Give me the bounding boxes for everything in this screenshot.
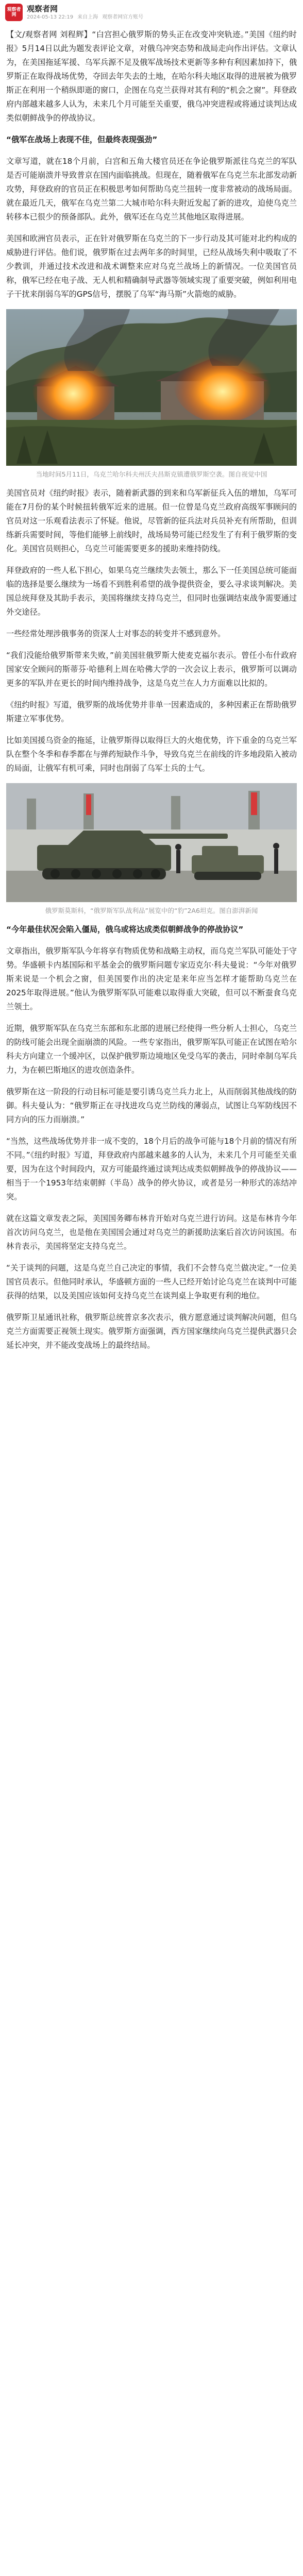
paragraph: 就在这篇文章发表之际，美国国务卿布林肯开始对乌克兰进行访问。这是布林肯今年首次访问乌克兰，也是他在美国国会通过对乌克兰的新援助法案后首次访问该国。布林肯表示，美国将坚定支持乌克兰。 bbox=[6, 1214, 297, 1251]
source-logo-text: 观察者网 bbox=[7, 7, 21, 18]
paragraph: “关于谈判的问题，这是乌克兰自己决定的事情，我们不会替乌克兰做决定。”一位美国官员表示。但他同时承认，华盛顿方面的一些人已经开始讨论乌克兰在谈判中可能获得的结果，以及美国应该如何支持乌克兰在谈判桌上争取更有利的地位。 bbox=[6, 1263, 297, 1300]
paragraph: 【文/观察者网 刘程辉】“白宫担心俄罗斯的势头正在改变冲突轨迹。”美国《纽约时报》5月14日以此为题发表评论文章，对俄乌冲突态势和战局走向作出评估。文章认为，在美国拖延军援、乌军兵源不足及俄军战场技术更新等多种有利因素加持下，俄罗斯正在取得战场优势，夺回去年失去的土地，在哈尔科夫地区取得的进展被为俄罗斯正在利用一个稍纵即逝的窗口，企图在乌克兰获得对其有利的“机会之窗”。拜登政府内部越来越多人认为，未来几个月可能至关重要，俄乌冲突进程或将通过谈判达成类似朝鲜战争的停战协议。 bbox=[6, 30, 297, 123]
paragraph: 美国和欧洲官员表示，正在针对俄罗斯在乌克兰的下一步行动及其可能对北约构成的威胁进行评估。他们说，俄罗斯在过去两年多的时间里，已经从战场失利中吸取了不少教训，并通过技术改进和战术调整来应对乌克兰战场上的新情况。一位美国官员称，俄军已经在电子战、无人机和精确制导武器等领域实现了重要突破，例如利用电子干扰来削弱乌军的GPS信号，摆脱了乌军“海马斯”火箭炮的威胁。 bbox=[6, 234, 297, 299]
paragraph: 美国官员对《纽约时报》表示，随着新武器的到来和乌军新征兵入伍的增加，乌军可能在7月份的某个时候扭转俄军近来的进展。但一位曾是乌克兰政府高级军事顾问的官员对这一乐观看法表示了怀疑。他说，尽管新的征兵法对兵员补充有所帮助，但训练新兵需要时间，等他们能够上前线时，战场局势可能已经发生了有利于俄罗斯的变化。美国官员则担心，乌克兰可能需要更多的援助来维持防线。 bbox=[6, 488, 297, 553]
publish-date: 2024-05-13 22:19 bbox=[27, 14, 74, 20]
meta-line bbox=[27, 14, 143, 21]
source-meta bbox=[27, 4, 143, 21]
fire-scene-image bbox=[6, 309, 297, 466]
article-header bbox=[0, 0, 303, 25]
paragraph: 近期，俄罗斯军队在乌克兰东部和东北部的进展已经使得一些分析人士担心，乌克兰的防线可能会出现全面崩溃的风险。一些专家指出，俄罗斯军队可能正在试图在哈尔科夫方向建立一个缓冲区，以保护俄罗斯边境地区免受乌军的袭击，同时牵制乌军兵力，为在顿巴斯地区的进攻创造条件。 bbox=[6, 1024, 297, 1075]
paragraph: 《纽约时报》写道，俄罗斯的战场优势并非单一因素造成的，多种因素正在帮助俄罗斯建立军事优势。 bbox=[6, 700, 297, 723]
paragraph: 文章指出，俄罗斯军队今年将享有物质优势和战略主动权，而乌克兰军队可能处于守势。华盛顿卡内基国际和平基金会的俄罗斯问题专家迈克尔·科夫曼说：“今年对俄罗斯来说是一个机会之窗，但美国要作出的决定是来年应当怎样才能帮助乌克兰在2025年取得进展。”他认为俄罗斯军队可能难以取得重大突破，但可以不断蚕食乌克兰领土。 bbox=[6, 946, 297, 1011]
publish-location: 来自上海 bbox=[77, 14, 98, 20]
paragraph: 俄罗斯卫星通讯社称，俄罗斯总统普京多次表示，俄方愿意通过谈判解决问题，但乌克兰方面需要正视领土现实。俄罗斯方面强调，西方国家继续向乌克兰提供武器只会延长冲突，并不能改变战场上的最终结局。 bbox=[6, 1313, 297, 1350]
paragraph: 文章写道，就在18个月前，白宫和五角大楼官员还在争论俄罗斯派往乌克兰的军队是否可能崩溃并导致普京在国内面临挑战。但现在，随着俄军在乌克兰东北部发动新攻势，拜登政府的官员正在积极思考如何帮助乌克兰扭转一度非常被动的战场局面。就在最近几天，俄军在乌克兰第二大城市哈尔科夫附近发起了新的进攻，迫使乌克兰转移本已很少的预备部队。此外，俄军还在乌克兰其他地区取得进展。 bbox=[6, 157, 297, 222]
paragraph: “我们没能给俄罗斯带来失败，”前美国驻俄罗斯大使麦克福尔表示。曾任小布什政府国家安全顾问的斯蒂芬·哈德利上周在哈佛大学的一次会议上表示，俄罗斯可以调动更多的军队并在更长的时间内维持战争，这是乌克兰在人力方面难以比拟的。 bbox=[6, 651, 297, 688]
source-logo[interactable] bbox=[5, 4, 23, 21]
paragraph: 拜登政府的一些人私下担心，如果乌克兰继续失去领土，那么下一任美国总统可能面临的选择是要么继续为一场看不到胜利希望的战争提供资金，要么寻求谈判解决。美国总统拜登及其助手表示，美国将继续支持乌克兰，但同时也强调结束战争需要通过外交途径。 bbox=[6, 566, 297, 617]
paragraph: “当然，这些战场优势并非一成不变的，18个月后的战争可能与18个月前的情况有所不同。”《纽约时报》写道，拜登政府内部越来越多的人认为，未来几个月可能至关重要，因为在这个时间段内，双方可能最终通过谈判达成类似朝鲜战争的停战协议——相当于一个1953年结束朝鲜（半岛）战争的停火协议，或者是另一种形式的冻结冲突。 bbox=[6, 1137, 297, 1201]
paragraph: 一些经常处理涉俄事务的资深人士对事态的转变并不感到意外。 bbox=[6, 629, 226, 638]
photo-caption: 俄罗斯莫斯科，“俄罗斯军队战利品”展览中的“豹”2A6坦克。图自澎湃新闻 bbox=[45, 907, 258, 914]
account-note: 观察者网官方账号 bbox=[102, 14, 144, 20]
photo-caption: 当地时间5月11日，乌克兰哈尔科夫州沃夫昌斯克镇遭俄罗斯空袭。图自视觉中国 bbox=[36, 470, 267, 478]
news-photo-fire[interactable] bbox=[6, 309, 297, 466]
source-name[interactable]: 观察者网 bbox=[27, 4, 58, 13]
paragraph: 比如美国援乌资金的拖延，让俄罗斯得以取得巨大的火炮优势，许下重金的乌克兰军队在整个冬季和春季都在与弹药短缺作斗争，导致乌克兰在前线的许多地段陷入被动的局面，让俄军有机可乘，同时也削弱了乌军士兵的士气。 bbox=[6, 736, 297, 773]
news-photo-tank[interactable] bbox=[6, 783, 297, 902]
paragraph: 俄罗斯在这一阶段的行动目标可能是要引诱乌克兰兵力北上，从而削弱其他战线的防御。科夫曼认为：“俄罗斯正在寻找进攻乌克兰防线的薄弱点，试图让乌军防线因不同方向的压力而崩溃。” bbox=[6, 1087, 297, 1124]
article-body bbox=[0, 28, 303, 1352]
subheading-quote: “今年最佳状况会陷入僵局，俄乌或将达成类似朝鲜战争的停战协议” bbox=[6, 925, 244, 934]
subheading-quote: “俄军在战场上表现不佳，但最终表现强劲” bbox=[6, 135, 158, 144]
tank-exhibit-image bbox=[6, 783, 297, 902]
